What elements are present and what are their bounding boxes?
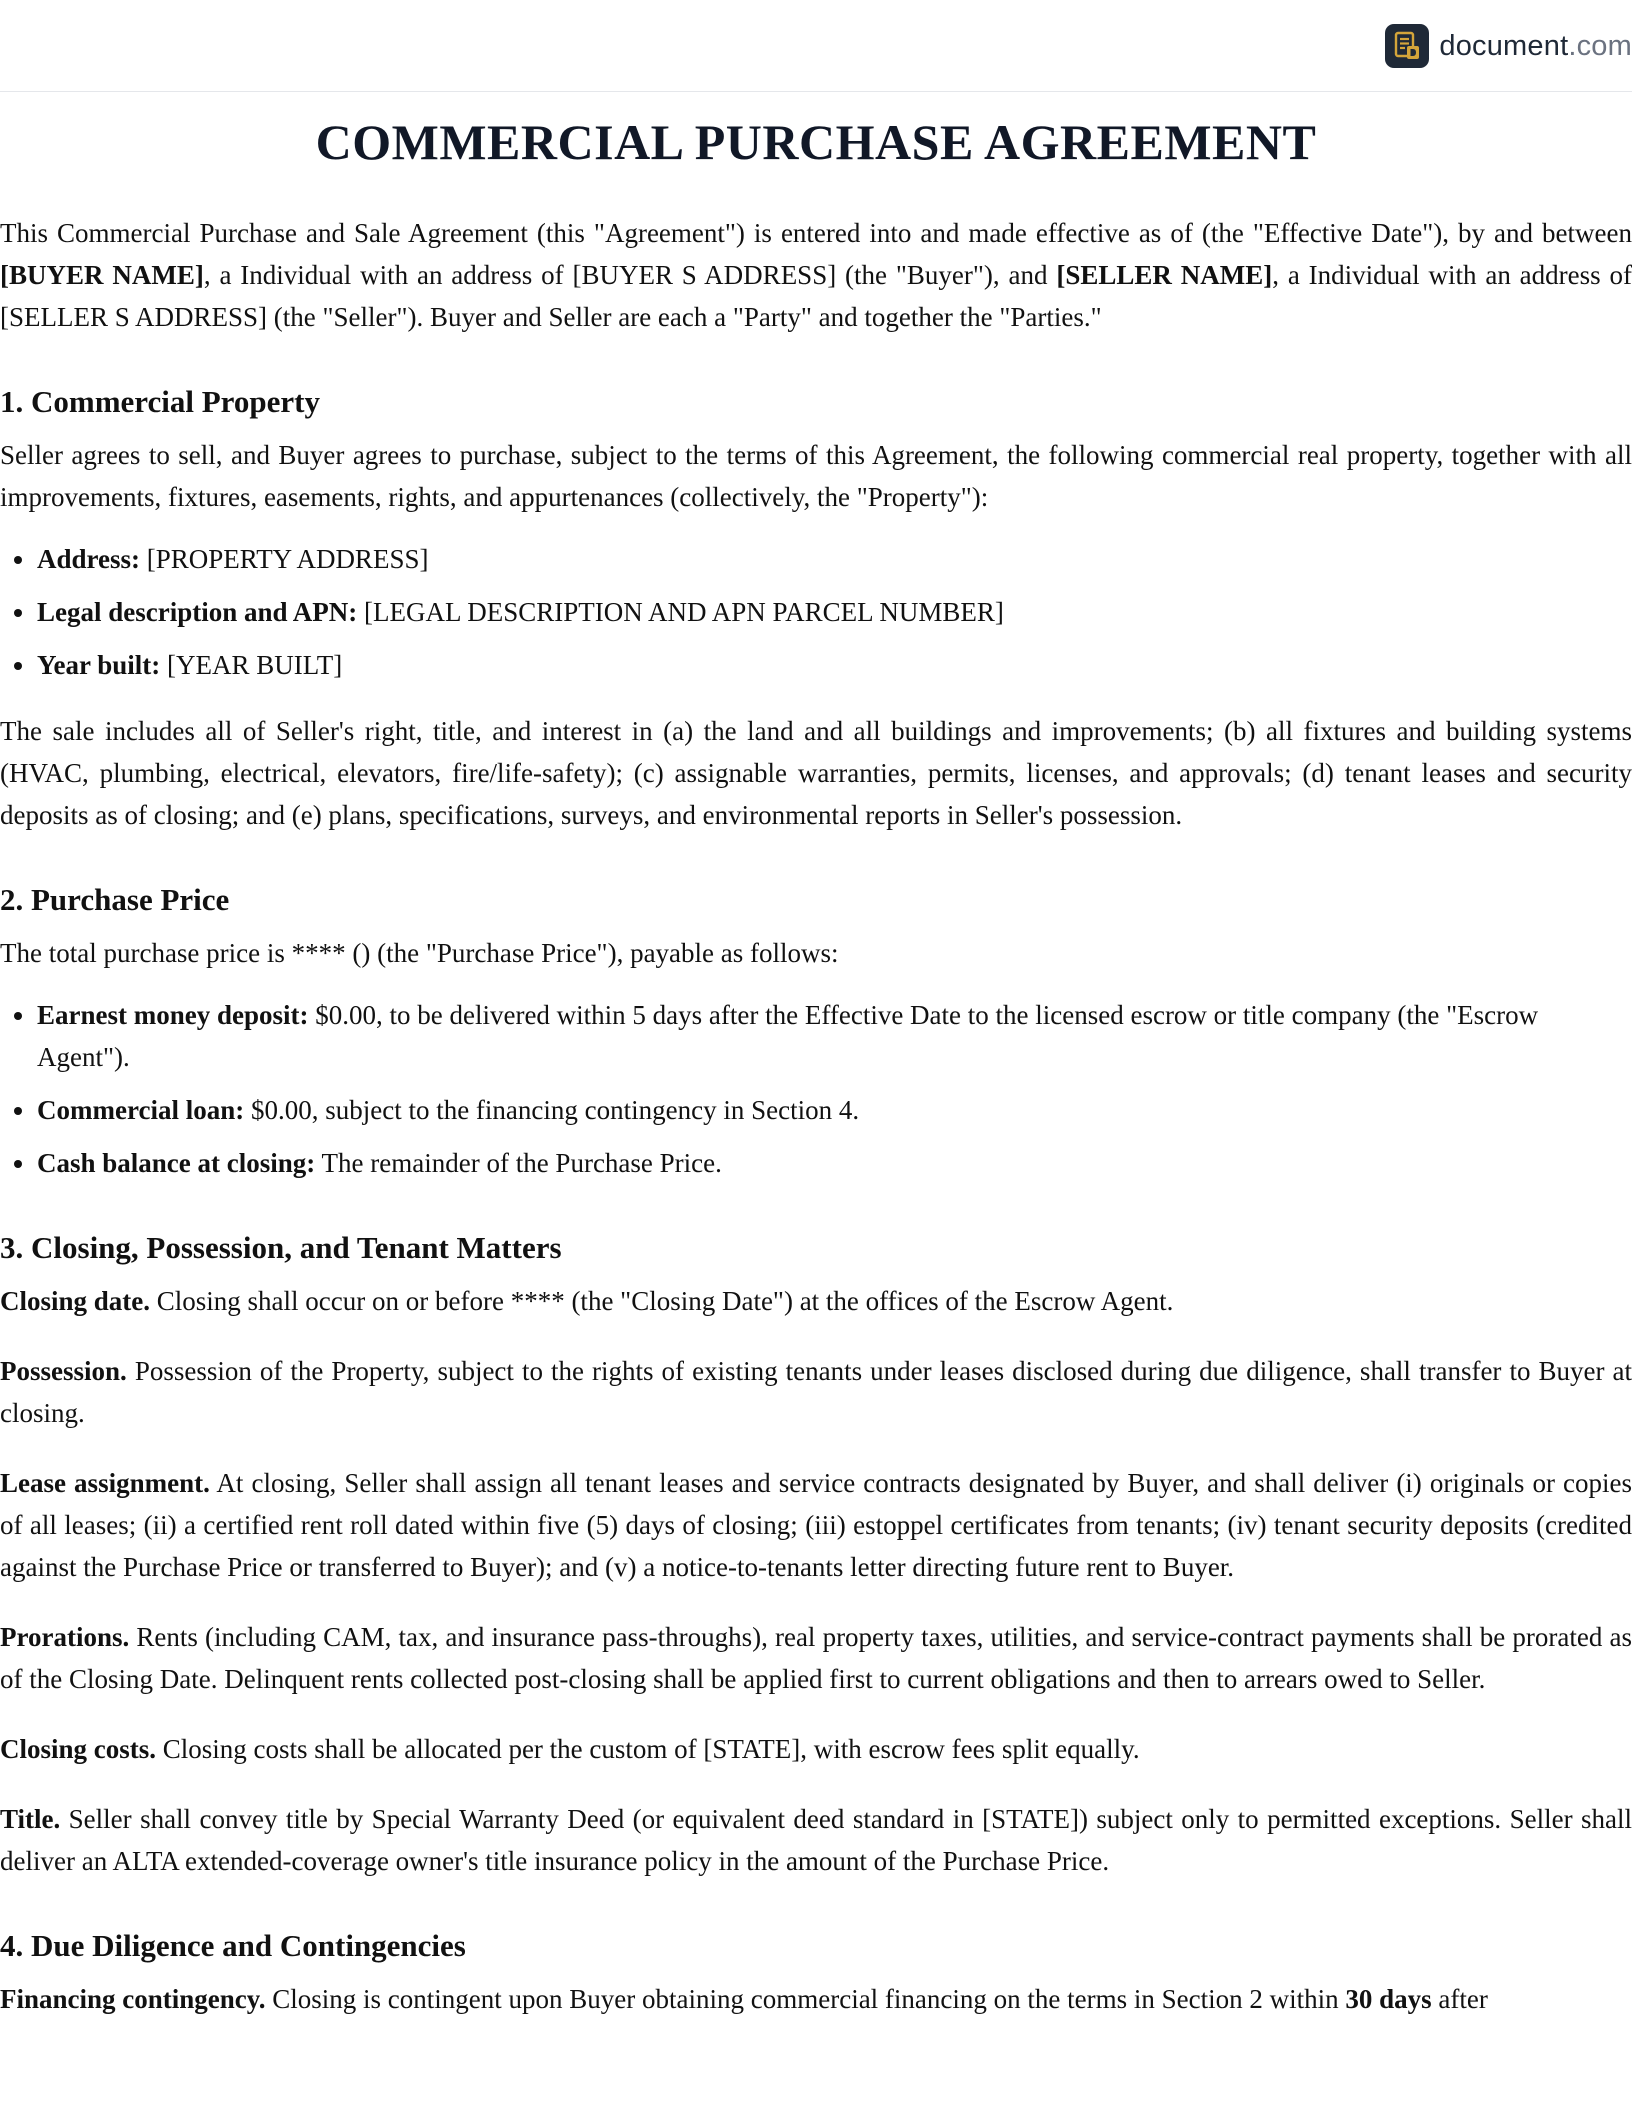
- list-item: [37, 994, 1632, 1078]
- possession-paragraph: [0, 1350, 1632, 1434]
- intro-paragraph: [0, 212, 1632, 338]
- paragraph-text: Closing costs shall be allocated per the custom of [STATE], with escrow fees split equally.: [156, 1734, 1140, 1764]
- intro-text-3: , a Individual with an address of [SELLER S ADDRESS] (the "Seller"). Buyer and Seller are each a "Party" and together the "Parties.": [0, 260, 1632, 332]
- list-item-label: Earnest money deposit:: [37, 1000, 309, 1030]
- list-item: [37, 538, 1632, 580]
- list-item-label: Address:: [37, 544, 141, 574]
- list-item-label: Year built:: [37, 650, 161, 680]
- property-details-list: [0, 538, 1632, 686]
- list-item: [37, 1089, 1632, 1131]
- paragraph-label: Financing contingency.: [0, 1984, 266, 2014]
- lease-assignment-paragraph: [0, 1462, 1632, 1588]
- paragraph-text: Closing is contingent upon Buyer obtaining commercial financing on the terms in Section 2 within: [265, 1984, 1346, 2014]
- document-title: COMMERCIAL PURCHASE AGREEMENT: [315, 114, 1317, 170]
- closing-costs-paragraph: [0, 1728, 1632, 1770]
- brand-logo[interactable]: [1385, 24, 1632, 68]
- seller-name: [SELLER NAME]: [1056, 260, 1273, 290]
- paragraph-text: At closing, Seller shall assign all tenant leases and service contracts designated by Buyer, and shall deliver (i) originals or copies of all leases; (ii) a certified rent roll dated within five (5) days of closing; (iii) estoppel certificates from tenants; (iv) tenant security deposits (credited against the Purchase Price or transferred to Buyer); and (v) a notice-to-tenants letter directing future rent to Buyer.: [0, 1468, 1632, 1582]
- title-paragraph: [0, 1798, 1632, 1882]
- list-item-label: Commercial loan:: [37, 1095, 245, 1125]
- paragraph-text: Closing shall occur on or before **** (the "Closing Date") at the offices of the Escrow Agent.: [150, 1286, 1174, 1316]
- list-item: [37, 1142, 1632, 1184]
- section-2-heading: 2. Purchase Price: [0, 882, 230, 917]
- paragraph-tail: after: [1431, 1984, 1488, 2014]
- list-item-value: [PROPERTY ADDRESS]: [140, 544, 429, 574]
- paragraph-text: Seller shall convey title by Special Warranty Deed (or equivalent deed standard in [STATE]) subject only to permitted exceptions. Seller shall deliver an ALTA extended-coverage owner's title insurance policy in the amount of the Purchase Price.: [0, 1804, 1632, 1876]
- intro-text-1: This Commercial Purchase and Sale Agreement (this "Agreement") is entered into and made effective as of (the "Effective Date"), by and between: [0, 218, 1632, 248]
- list-item-label: Cash balance at closing:: [37, 1148, 316, 1178]
- list-item-value: $0.00, to be delivered within 5 days after the Effective Date to the licensed escrow or title company (the "Escrow Agent").: [37, 1000, 1539, 1072]
- financing-contingency-paragraph: [0, 1978, 1632, 2020]
- section-2-paragraph-1: The total purchase price is **** () (the "Purchase Price"), payable as follows:: [0, 938, 839, 968]
- list-item: [37, 591, 1632, 633]
- brand-name-tld: .com: [1568, 29, 1632, 62]
- list-item-value: [YEAR BUILT]: [160, 650, 343, 680]
- paragraph-text: Rents (including CAM, tax, and insurance pass-throughs), real property taxes, utilities, and service-contract payments shall be prorated as of the Closing Date. Delinquent rents collected post-closing shall be applied first to current obligations and then to arrears owed to Seller.: [0, 1622, 1632, 1694]
- closing-date-paragraph: [0, 1280, 1632, 1322]
- paragraph-label: Prorations.: [0, 1622, 130, 1652]
- intro-text-2: , a Individual with an address of [BUYER S ADDRESS] (the "Buyer"), and: [203, 260, 1057, 290]
- payment-terms-list: [0, 994, 1632, 1184]
- brand-name: [1439, 30, 1632, 63]
- top-bar: [0, 0, 1632, 92]
- buyer-name: [BUYER NAME]: [0, 260, 204, 290]
- paragraph-label: Title.: [0, 1804, 61, 1834]
- section-3-heading: 3. Closing, Possession, and Tenant Matters: [0, 1230, 562, 1265]
- list-item: [37, 644, 1632, 686]
- paragraph-label: Possession.: [0, 1356, 127, 1386]
- brand-name-main: document: [1439, 29, 1569, 62]
- section-1-heading: 1. Commercial Property: [0, 384, 320, 419]
- section-4-heading: 4. Due Diligence and Contingencies: [0, 1928, 466, 1963]
- paragraph-label: Closing costs.: [0, 1734, 157, 1764]
- paragraph-text: Possession of the Property, subject to the rights of existing tenants under leases disclosed during due diligence, shall transfer to Buyer at closing.: [0, 1356, 1632, 1428]
- prorations-paragraph: [0, 1616, 1632, 1700]
- document-body: [0, 92, 1632, 2020]
- section-1-paragraph-2: The sale includes all of Seller's right, title, and interest in (a) the land and all buildings and improvements; (b) all fixtures and building systems (HVAC, plumbing, electrical, elevators, fire/life-safety); (c) assignable warranties, permits, licenses, and approvals; (d) tenant leases and security deposits as of closing; and (e) plans, specifications, surveys, and environmental reports in Seller's possession.: [0, 716, 1632, 830]
- paragraph-bold-term: 30 days: [1345, 1984, 1432, 2014]
- paragraph-label: Lease assignment.: [0, 1468, 210, 1498]
- list-item-value: [LEGAL DESCRIPTION AND APN PARCEL NUMBER]: [357, 597, 1004, 627]
- list-item-label: Legal description and APN:: [37, 597, 358, 627]
- list-item-value: The remainder of the Purchase Price.: [315, 1148, 722, 1178]
- list-item-value: $0.00, subject to the financing contingency in Section 4.: [244, 1095, 860, 1125]
- document-logo-icon: [1385, 24, 1429, 68]
- paragraph-label: Closing date.: [0, 1286, 151, 1316]
- section-1-paragraph-1: Seller agrees to sell, and Buyer agrees to purchase, subject to the terms of this Agreement, the following commercial real property, together with all improvements, fixtures, easements, rights, and appurtenances (collectively, the "Property"):: [0, 440, 1632, 512]
